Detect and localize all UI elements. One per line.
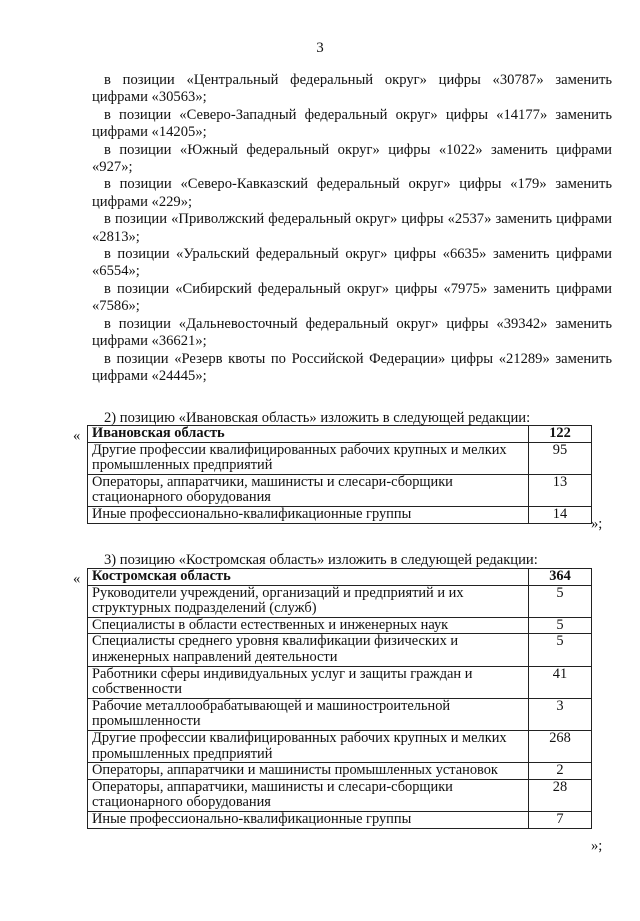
row-label: Работники сферы индивидуальных услуг и защиты граждан и собственности xyxy=(88,666,529,698)
table-row xyxy=(88,426,592,443)
table-ivanovo xyxy=(87,425,592,524)
row-value: 7 xyxy=(529,811,592,828)
open-quote: « xyxy=(73,571,81,587)
row-label: Операторы, аппаратчики, машинисты и слесари-сборщики стационарного оборудования xyxy=(88,779,529,811)
row-value: 13 xyxy=(529,474,592,506)
page-number: 3 xyxy=(316,40,324,56)
close-quote: »; xyxy=(591,838,603,854)
row-value: 95 xyxy=(529,442,592,474)
row-value: 268 xyxy=(529,730,592,762)
paragraph: в позиции «Северо-Кавказский федеральный округ» цифры «179» заменить цифрами «229»; xyxy=(92,176,612,210)
row-value: 364 xyxy=(529,569,592,586)
table-row xyxy=(88,506,592,523)
table-row xyxy=(88,666,592,698)
row-label: Руководители учреждений, организаций и предприятий и их структурных подразделений (служб) xyxy=(88,585,529,617)
paragraph: в позиции «Северо-Западный федеральный округ» цифры «14177» заменить цифрами «14205»; xyxy=(92,106,612,141)
paragraph: в позиции «Центральный федеральный округ» цифры «30787» заменить цифрами «30563»; xyxy=(92,72,612,106)
section-intro-kostroma: 3) позицию «Костромская область» изложить в следующей редакции: xyxy=(104,552,538,568)
table-kostroma xyxy=(87,568,592,829)
row-label: Операторы, аппаратчики, машинисты и слесари-сборщики стационарного оборудования xyxy=(88,474,529,506)
table-row xyxy=(88,779,592,811)
paragraph: в позиции «Уральский федеральный округ» цифры «6635» заменить цифрами «6554»; xyxy=(92,246,612,280)
row-value: 3 xyxy=(529,698,592,730)
row-label: Рабочие металлообрабатывающей и машиностроительной промышленности xyxy=(88,698,529,730)
table-row xyxy=(88,634,592,666)
row-label: Иные профессионально-квалификационные группы xyxy=(88,506,529,523)
row-label: Иные профессионально-квалификационные группы xyxy=(88,811,529,828)
table-row xyxy=(88,617,592,634)
table-row xyxy=(88,585,592,617)
close-quote: »; xyxy=(591,516,603,532)
row-label: Специалисты в области естественных и инженерных наук xyxy=(88,617,529,634)
open-quote: « xyxy=(73,428,81,444)
paragraph: в позиции «Приволжский федеральный округ» цифры «2537» заменить цифрами «2813»; xyxy=(92,211,612,245)
row-value: 2 xyxy=(529,763,592,780)
table-row xyxy=(88,442,592,474)
paragraph: в позиции «Резерв квоты по Российской Федерации» цифры «21289» заменить цифрами «24445»; xyxy=(92,350,612,384)
paragraph: в позиции «Южный федеральный округ» цифры «1022» заменить цифрами «927»; xyxy=(92,141,612,176)
row-label: Другие профессии квалифицированных рабочих крупных и мелких промышленных предприятий xyxy=(88,442,529,474)
row-label: Специалисты среднего уровня квалификации физических и инженерных направлений деятельности xyxy=(88,634,529,666)
row-value: 5 xyxy=(529,585,592,617)
row-value: 28 xyxy=(529,779,592,811)
row-label: Костромская область xyxy=(88,569,529,586)
paragraph: в позиции «Сибирский федеральный округ» цифры «7975» заменить цифрами «7586»; xyxy=(92,280,612,315)
amendment-paragraphs xyxy=(92,72,612,385)
table-row xyxy=(88,811,592,828)
table-row xyxy=(88,730,592,762)
row-value: 5 xyxy=(529,617,592,634)
table-row xyxy=(88,474,592,506)
paragraph: в позиции «Дальневосточный федеральный округ» цифры «39342» заменить цифрами «36621»; xyxy=(92,315,612,350)
row-value: 122 xyxy=(529,426,592,443)
table-row xyxy=(88,698,592,730)
row-value: 5 xyxy=(529,634,592,666)
table-row xyxy=(88,569,592,586)
row-label: Другие профессии квалифицированных рабочих крупных и мелких промышленных предприятий xyxy=(88,730,529,762)
row-label: Операторы, аппаратчики и машинисты промышленных установок xyxy=(88,763,529,780)
row-value: 41 xyxy=(529,666,592,698)
section-intro-ivanovo: 2) позицию «Ивановская область» изложить в следующей редакции: xyxy=(104,410,531,426)
row-label: Ивановская область xyxy=(88,426,529,443)
table-row xyxy=(88,763,592,780)
row-value: 14 xyxy=(529,506,592,523)
